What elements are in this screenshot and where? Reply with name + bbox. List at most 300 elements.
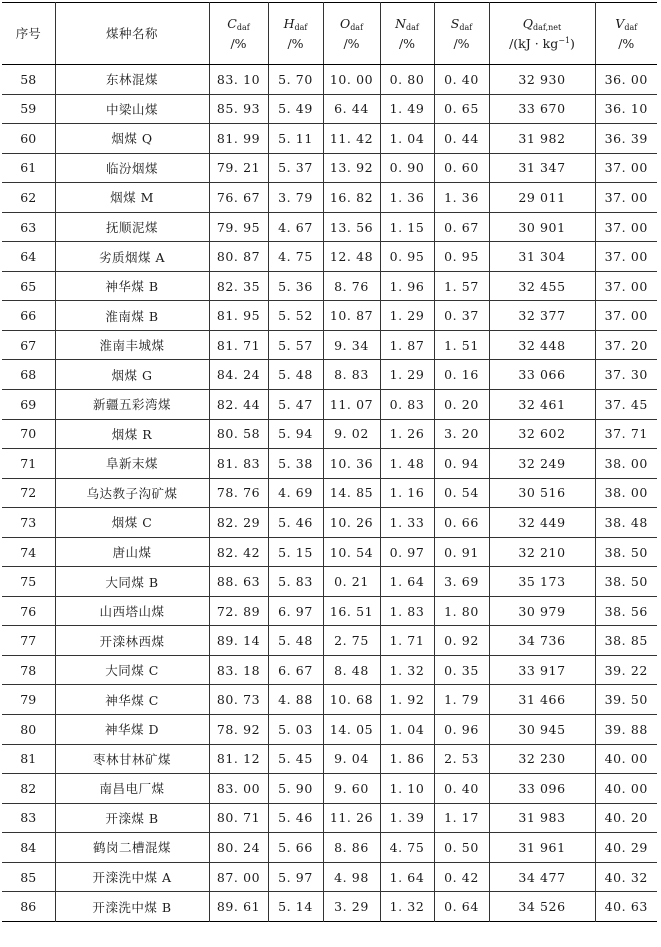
coal-name-cell: 神华煤 D bbox=[55, 715, 209, 745]
heating-value-cell: 35 173 bbox=[489, 567, 595, 597]
coal-name-cell: 烟煤 C bbox=[55, 508, 209, 538]
hydrogen-cell: 5. 66 bbox=[268, 833, 323, 863]
header-nitrogen-symbol: N bbox=[395, 15, 407, 31]
header-hydrogen-symbol: H bbox=[283, 15, 295, 31]
header-sulfur bbox=[434, 3, 489, 65]
nitrogen-cell: 0. 90 bbox=[380, 153, 434, 183]
sulfur-cell: 1. 17 bbox=[434, 803, 489, 833]
heating-value-cell: 32 377 bbox=[489, 301, 595, 331]
heating-value-cell: 33 917 bbox=[489, 655, 595, 685]
header-coal-name: 煤种名称 bbox=[55, 3, 209, 65]
hydrogen-cell: 6. 97 bbox=[268, 596, 323, 626]
carbon-cell: 78. 92 bbox=[209, 715, 268, 745]
hydrogen-cell: 5. 90 bbox=[268, 774, 323, 804]
oxygen-cell: 2. 75 bbox=[323, 626, 380, 656]
table-row bbox=[2, 419, 657, 449]
nitrogen-cell: 0. 83 bbox=[380, 390, 434, 420]
sulfur-cell: 0. 92 bbox=[434, 626, 489, 656]
hydrogen-cell: 5. 48 bbox=[268, 360, 323, 390]
table-row bbox=[2, 685, 657, 715]
sulfur-cell: 3. 69 bbox=[434, 567, 489, 597]
header-volatile-matter bbox=[595, 3, 657, 65]
header-oxygen bbox=[323, 3, 380, 65]
heating-value-cell: 32 461 bbox=[489, 390, 595, 420]
heating-value-cell: 31 961 bbox=[489, 833, 595, 863]
carbon-cell: 81. 71 bbox=[209, 330, 268, 360]
oxygen-cell: 10. 36 bbox=[323, 449, 380, 479]
nitrogen-cell: 1. 49 bbox=[380, 94, 434, 124]
oxygen-cell: 10. 54 bbox=[323, 537, 380, 567]
volatile-cell: 37. 00 bbox=[595, 301, 657, 331]
volatile-cell: 37. 00 bbox=[595, 212, 657, 242]
carbon-cell: 76. 67 bbox=[209, 183, 268, 213]
coal-name-cell: 神华煤 C bbox=[55, 685, 209, 715]
sulfur-cell: 0. 50 bbox=[434, 833, 489, 863]
index-cell: 71 bbox=[2, 449, 55, 479]
oxygen-cell: 10. 00 bbox=[323, 65, 380, 95]
oxygen-cell: 16. 82 bbox=[323, 183, 380, 213]
volatile-cell: 37. 00 bbox=[595, 271, 657, 301]
oxygen-cell: 9. 34 bbox=[323, 330, 380, 360]
oxygen-cell: 0. 21 bbox=[323, 567, 380, 597]
carbon-cell: 84. 24 bbox=[209, 360, 268, 390]
nitrogen-cell: 1. 15 bbox=[380, 212, 434, 242]
coal-properties-table bbox=[2, 2, 657, 922]
carbon-cell: 82. 42 bbox=[209, 537, 268, 567]
index-cell: 76 bbox=[2, 596, 55, 626]
header-carbon-unit: /% bbox=[230, 35, 247, 51]
oxygen-cell: 9. 02 bbox=[323, 419, 380, 449]
hydrogen-cell: 5. 94 bbox=[268, 419, 323, 449]
sulfur-cell: 1. 51 bbox=[434, 330, 489, 360]
heating-value-cell: 32 449 bbox=[489, 508, 595, 538]
volatile-cell: 37. 71 bbox=[595, 419, 657, 449]
coal-name-cell: 大同煤 B bbox=[55, 567, 209, 597]
carbon-cell: 88. 63 bbox=[209, 567, 268, 597]
table-row bbox=[2, 271, 657, 301]
carbon-cell: 83. 00 bbox=[209, 774, 268, 804]
index-cell: 86 bbox=[2, 892, 55, 922]
hydrogen-cell: 5. 47 bbox=[268, 390, 323, 420]
index-cell: 60 bbox=[2, 124, 55, 154]
header-carbon-basis: daf bbox=[236, 22, 250, 32]
sulfur-cell: 0. 42 bbox=[434, 862, 489, 892]
coal-name-cell: 神华煤 B bbox=[55, 271, 209, 301]
nitrogen-cell: 1. 04 bbox=[380, 124, 434, 154]
heating-value-cell: 31 466 bbox=[489, 685, 595, 715]
header-sulfur-basis: daf bbox=[459, 22, 473, 32]
sulfur-cell: 0. 96 bbox=[434, 715, 489, 745]
nitrogen-cell: 1. 32 bbox=[380, 892, 434, 922]
heating-value-cell: 32 602 bbox=[489, 419, 595, 449]
volatile-cell: 37. 45 bbox=[595, 390, 657, 420]
table-row bbox=[2, 449, 657, 479]
oxygen-cell: 8. 76 bbox=[323, 271, 380, 301]
sulfur-cell: 3. 20 bbox=[434, 419, 489, 449]
coal-name-cell: 唐山煤 bbox=[55, 537, 209, 567]
volatile-cell: 39. 22 bbox=[595, 655, 657, 685]
carbon-cell: 81. 83 bbox=[209, 449, 268, 479]
index-cell: 84 bbox=[2, 833, 55, 863]
sulfur-cell: 1. 79 bbox=[434, 685, 489, 715]
oxygen-cell: 8. 86 bbox=[323, 833, 380, 863]
coal-name-cell: 大同煤 C bbox=[55, 655, 209, 685]
index-cell: 81 bbox=[2, 744, 55, 774]
coal-name-cell: 南昌电厂煤 bbox=[55, 774, 209, 804]
heating-value-cell: 31 982 bbox=[489, 124, 595, 154]
carbon-cell: 80. 71 bbox=[209, 803, 268, 833]
coal-name-cell: 劣质烟煤 A bbox=[55, 242, 209, 272]
index-cell: 82 bbox=[2, 774, 55, 804]
hydrogen-cell: 5. 46 bbox=[268, 508, 323, 538]
volatile-cell: 38. 00 bbox=[595, 478, 657, 508]
nitrogen-cell: 1. 33 bbox=[380, 508, 434, 538]
sulfur-cell: 0. 37 bbox=[434, 301, 489, 331]
sulfur-cell: 0. 66 bbox=[434, 508, 489, 538]
sulfur-cell: 0. 91 bbox=[434, 537, 489, 567]
carbon-cell: 78. 76 bbox=[209, 478, 268, 508]
sulfur-cell: 1. 57 bbox=[434, 271, 489, 301]
hydrogen-cell: 6. 67 bbox=[268, 655, 323, 685]
volatile-cell: 37. 00 bbox=[595, 183, 657, 213]
heating-value-cell: 34 736 bbox=[489, 626, 595, 656]
coal-name-cell: 临汾烟煤 bbox=[55, 153, 209, 183]
coal-properties-table-page bbox=[2, 2, 657, 922]
index-cell: 70 bbox=[2, 419, 55, 449]
carbon-cell: 85. 93 bbox=[209, 94, 268, 124]
heating-value-cell: 31 304 bbox=[489, 242, 595, 272]
heating-value-cell: 33 066 bbox=[489, 360, 595, 390]
hydrogen-cell: 5. 38 bbox=[268, 449, 323, 479]
volatile-cell: 38. 50 bbox=[595, 537, 657, 567]
carbon-cell: 80. 87 bbox=[209, 242, 268, 272]
carbon-cell: 80. 24 bbox=[209, 833, 268, 863]
index-cell: 80 bbox=[2, 715, 55, 745]
index-cell: 62 bbox=[2, 183, 55, 213]
sulfur-cell: 0. 95 bbox=[434, 242, 489, 272]
volatile-cell: 37. 00 bbox=[595, 153, 657, 183]
coal-name-cell: 烟煤 M bbox=[55, 183, 209, 213]
hydrogen-cell: 5. 15 bbox=[268, 537, 323, 567]
heating-value-cell: 30 979 bbox=[489, 596, 595, 626]
nitrogen-cell: 1. 64 bbox=[380, 567, 434, 597]
header-heating-value-unit: $/(kJ \cdot kg^{-1})$ bbox=[509, 35, 575, 51]
heating-value-cell: 32 230 bbox=[489, 744, 595, 774]
header-nitrogen-basis: daf bbox=[406, 22, 419, 32]
nitrogen-cell: 1. 96 bbox=[380, 271, 434, 301]
nitrogen-cell: 0. 97 bbox=[380, 537, 434, 567]
hydrogen-cell: 5. 37 bbox=[268, 153, 323, 183]
oxygen-cell: 4. 98 bbox=[323, 862, 380, 892]
index-cell: 83 bbox=[2, 803, 55, 833]
coal-name-cell: 枣林甘林矿煤 bbox=[55, 744, 209, 774]
header-nitrogen bbox=[380, 3, 434, 65]
nitrogen-cell: 1. 32 bbox=[380, 655, 434, 685]
heating-value-cell: 31 347 bbox=[489, 153, 595, 183]
heating-value-cell: 32 210 bbox=[489, 537, 595, 567]
heating-value-cell: 33 670 bbox=[489, 94, 595, 124]
volatile-cell: 40. 32 bbox=[595, 862, 657, 892]
volatile-cell: 38. 00 bbox=[595, 449, 657, 479]
header-carbon-symbol: C bbox=[227, 15, 237, 31]
header-heating-value-basis: daf,net bbox=[533, 22, 562, 32]
volatile-cell: 38. 56 bbox=[595, 596, 657, 626]
nitrogen-cell: 1. 48 bbox=[380, 449, 434, 479]
header-hydrogen-basis: daf bbox=[294, 22, 308, 32]
index-cell: 79 bbox=[2, 685, 55, 715]
hydrogen-cell: 5. 11 bbox=[268, 124, 323, 154]
header-volatile-basis: daf bbox=[624, 22, 638, 32]
hydrogen-cell: 5. 46 bbox=[268, 803, 323, 833]
coal-name-cell: 中梁山煤 bbox=[55, 94, 209, 124]
coal-name-cell: 新疆五彩湾煤 bbox=[55, 390, 209, 420]
hydrogen-cell: 5. 57 bbox=[268, 330, 323, 360]
index-cell: 74 bbox=[2, 537, 55, 567]
nitrogen-cell: 1. 26 bbox=[380, 419, 434, 449]
coal-name-cell: 抚顺泥煤 bbox=[55, 212, 209, 242]
volatile-cell: 37. 30 bbox=[595, 360, 657, 390]
volatile-cell: 37. 00 bbox=[595, 242, 657, 272]
index-cell: 67 bbox=[2, 330, 55, 360]
table-row bbox=[2, 774, 657, 804]
nitrogen-cell: 1. 04 bbox=[380, 715, 434, 745]
oxygen-cell: 6. 44 bbox=[323, 94, 380, 124]
nitrogen-cell: 1. 36 bbox=[380, 183, 434, 213]
coal-name-cell: 阜新末煤 bbox=[55, 449, 209, 479]
volatile-cell: 40. 00 bbox=[595, 774, 657, 804]
coal-name-cell: 烟煤 G bbox=[55, 360, 209, 390]
volatile-cell: 37. 20 bbox=[595, 330, 657, 360]
heating-value-cell: 32 930 bbox=[489, 65, 595, 95]
header-heating-value-symbol: Q bbox=[522, 15, 534, 31]
sulfur-cell: 0. 20 bbox=[434, 390, 489, 420]
header-volatile-unit: /% bbox=[618, 35, 635, 51]
volatile-cell: 38. 48 bbox=[595, 508, 657, 538]
index-cell: 65 bbox=[2, 271, 55, 301]
oxygen-cell: 16. 51 bbox=[323, 596, 380, 626]
index-cell: 85 bbox=[2, 862, 55, 892]
carbon-cell: 82. 44 bbox=[209, 390, 268, 420]
heating-value-cell: 29 011 bbox=[489, 183, 595, 213]
sulfur-cell: 1. 80 bbox=[434, 596, 489, 626]
table-row bbox=[2, 183, 657, 213]
table-row bbox=[2, 124, 657, 154]
index-cell: 72 bbox=[2, 478, 55, 508]
sulfur-cell: 0. 60 bbox=[434, 153, 489, 183]
nitrogen-cell: 0. 95 bbox=[380, 242, 434, 272]
header-sulfur-symbol: S bbox=[450, 15, 460, 31]
nitrogen-cell: 1. 83 bbox=[380, 596, 434, 626]
volatile-cell: 36. 39 bbox=[595, 124, 657, 154]
header-hydrogen bbox=[268, 3, 323, 65]
sulfur-cell: 0. 16 bbox=[434, 360, 489, 390]
sulfur-cell: 0. 67 bbox=[434, 212, 489, 242]
oxygen-cell: 11. 07 bbox=[323, 390, 380, 420]
header-hydrogen-unit: /% bbox=[287, 35, 304, 51]
heating-value-cell: 30 516 bbox=[489, 478, 595, 508]
hydrogen-cell: 5. 83 bbox=[268, 567, 323, 597]
sulfur-cell: 0. 40 bbox=[434, 65, 489, 95]
heating-value-cell: 34 526 bbox=[489, 892, 595, 922]
hydrogen-cell: 3. 79 bbox=[268, 183, 323, 213]
sulfur-cell: 0. 65 bbox=[434, 94, 489, 124]
volatile-cell: 39. 88 bbox=[595, 715, 657, 745]
sulfur-cell: 0. 64 bbox=[434, 892, 489, 922]
sulfur-cell: 0. 35 bbox=[434, 655, 489, 685]
hydrogen-cell: 4. 88 bbox=[268, 685, 323, 715]
volatile-cell: 36. 00 bbox=[595, 65, 657, 95]
carbon-cell: 83. 10 bbox=[209, 65, 268, 95]
carbon-cell: 81. 99 bbox=[209, 124, 268, 154]
nitrogen-cell: 0. 80 bbox=[380, 65, 434, 95]
oxygen-cell: 10. 68 bbox=[323, 685, 380, 715]
table-row bbox=[2, 301, 657, 331]
header-oxygen-basis: daf bbox=[350, 22, 364, 32]
hydrogen-cell: 5. 48 bbox=[268, 626, 323, 656]
nitrogen-cell: 1. 16 bbox=[380, 478, 434, 508]
hydrogen-cell: 5. 03 bbox=[268, 715, 323, 745]
hydrogen-cell: 4. 75 bbox=[268, 242, 323, 272]
oxygen-cell: 11. 42 bbox=[323, 124, 380, 154]
header-heating-value bbox=[489, 3, 595, 65]
carbon-cell: 87. 00 bbox=[209, 862, 268, 892]
carbon-cell: 83. 18 bbox=[209, 655, 268, 685]
table-row bbox=[2, 212, 657, 242]
table-row bbox=[2, 94, 657, 124]
header-oxygen-unit: /% bbox=[343, 35, 360, 51]
oxygen-cell: 8. 83 bbox=[323, 360, 380, 390]
index-cell: 78 bbox=[2, 655, 55, 685]
header-oxygen-symbol: O bbox=[339, 15, 351, 31]
header-row bbox=[2, 3, 657, 65]
hydrogen-cell: 5. 97 bbox=[268, 862, 323, 892]
sulfur-cell: 2. 53 bbox=[434, 744, 489, 774]
coal-name-cell: 开滦洗中煤 B bbox=[55, 892, 209, 922]
header-nitrogen-unit: /% bbox=[398, 35, 416, 51]
heating-value-cell: 34 477 bbox=[489, 862, 595, 892]
table-row bbox=[2, 478, 657, 508]
table-row bbox=[2, 65, 657, 95]
hydrogen-cell: 5. 45 bbox=[268, 744, 323, 774]
volatile-cell: 40. 29 bbox=[595, 833, 657, 863]
hydrogen-cell: 5. 36 bbox=[268, 271, 323, 301]
oxygen-cell: 10. 26 bbox=[323, 508, 380, 538]
nitrogen-cell: 1. 29 bbox=[380, 301, 434, 331]
table-row bbox=[2, 744, 657, 774]
coal-name-cell: 开滦林西煤 bbox=[55, 626, 209, 656]
oxygen-cell: 11. 26 bbox=[323, 803, 380, 833]
hydrogen-cell: 5. 52 bbox=[268, 301, 323, 331]
table-row bbox=[2, 715, 657, 745]
nitrogen-cell: 1. 92 bbox=[380, 685, 434, 715]
nitrogen-cell: 1. 29 bbox=[380, 360, 434, 390]
carbon-cell: 72. 89 bbox=[209, 596, 268, 626]
index-cell: 69 bbox=[2, 390, 55, 420]
hydrogen-cell: 4. 67 bbox=[268, 212, 323, 242]
heating-value-cell: 30 945 bbox=[489, 715, 595, 745]
heating-value-cell: 32 249 bbox=[489, 449, 595, 479]
coal-name-cell: 烟煤 Q bbox=[55, 124, 209, 154]
nitrogen-cell: 1. 86 bbox=[380, 744, 434, 774]
volatile-cell: 38. 85 bbox=[595, 626, 657, 656]
coal-name-cell: 淮南丰城煤 bbox=[55, 330, 209, 360]
table-row bbox=[2, 567, 657, 597]
nitrogen-cell: 1. 71 bbox=[380, 626, 434, 656]
carbon-cell: 80. 73 bbox=[209, 685, 268, 715]
nitrogen-cell: 1. 10 bbox=[380, 774, 434, 804]
table-row bbox=[2, 360, 657, 390]
oxygen-cell: 13. 56 bbox=[323, 212, 380, 242]
oxygen-cell: 13. 92 bbox=[323, 153, 380, 183]
header-sulfur-unit: /% bbox=[453, 35, 470, 51]
heating-value-cell: 33 096 bbox=[489, 774, 595, 804]
nitrogen-cell: 1. 39 bbox=[380, 803, 434, 833]
coal-name-cell: 山西塔山煤 bbox=[55, 596, 209, 626]
sulfur-cell: 0. 54 bbox=[434, 478, 489, 508]
coal-name-cell: 鹤岗二槽混煤 bbox=[55, 833, 209, 863]
table-row bbox=[2, 242, 657, 272]
index-cell: 66 bbox=[2, 301, 55, 331]
sulfur-cell: 0. 94 bbox=[434, 449, 489, 479]
table-row bbox=[2, 508, 657, 538]
hydrogen-cell: 5. 70 bbox=[268, 65, 323, 95]
coal-name-cell: 乌达教子沟矿煤 bbox=[55, 478, 209, 508]
volatile-cell: 40. 20 bbox=[595, 803, 657, 833]
oxygen-cell: 8. 48 bbox=[323, 655, 380, 685]
carbon-cell: 81. 95 bbox=[209, 301, 268, 331]
carbon-cell: 80. 58 bbox=[209, 419, 268, 449]
carbon-cell: 89. 14 bbox=[209, 626, 268, 656]
heating-value-cell: 30 901 bbox=[489, 212, 595, 242]
carbon-cell: 79. 95 bbox=[209, 212, 268, 242]
volatile-cell: 40. 00 bbox=[595, 744, 657, 774]
table-row bbox=[2, 537, 657, 567]
index-cell: 73 bbox=[2, 508, 55, 538]
heating-value-cell: 32 455 bbox=[489, 271, 595, 301]
coal-name-cell: 东林混煤 bbox=[55, 65, 209, 95]
table-row bbox=[2, 833, 657, 863]
nitrogen-cell: 1. 64 bbox=[380, 862, 434, 892]
table-body bbox=[2, 65, 657, 922]
carbon-cell: 79. 21 bbox=[209, 153, 268, 183]
heating-value-cell: 32 448 bbox=[489, 330, 595, 360]
table-row bbox=[2, 626, 657, 656]
sulfur-cell: 1. 36 bbox=[434, 183, 489, 213]
volatile-cell: 39. 50 bbox=[595, 685, 657, 715]
table-row bbox=[2, 330, 657, 360]
index-cell: 61 bbox=[2, 153, 55, 183]
table-row bbox=[2, 390, 657, 420]
index-cell: 64 bbox=[2, 242, 55, 272]
table-row bbox=[2, 862, 657, 892]
oxygen-cell: 14. 05 bbox=[323, 715, 380, 745]
index-cell: 77 bbox=[2, 626, 55, 656]
hydrogen-cell: 5. 49 bbox=[268, 94, 323, 124]
index-cell: 63 bbox=[2, 212, 55, 242]
coal-name-cell: 开滦洗中煤 A bbox=[55, 862, 209, 892]
table-row bbox=[2, 803, 657, 833]
index-cell: 75 bbox=[2, 567, 55, 597]
table-row bbox=[2, 153, 657, 183]
index-cell: 68 bbox=[2, 360, 55, 390]
carbon-cell: 82. 29 bbox=[209, 508, 268, 538]
volatile-cell: 38. 50 bbox=[595, 567, 657, 597]
table-row bbox=[2, 596, 657, 626]
header-index: 序号 bbox=[2, 3, 55, 65]
coal-name-cell: 淮南煤 B bbox=[55, 301, 209, 331]
oxygen-cell: 9. 04 bbox=[323, 744, 380, 774]
header-carbon bbox=[209, 3, 268, 65]
